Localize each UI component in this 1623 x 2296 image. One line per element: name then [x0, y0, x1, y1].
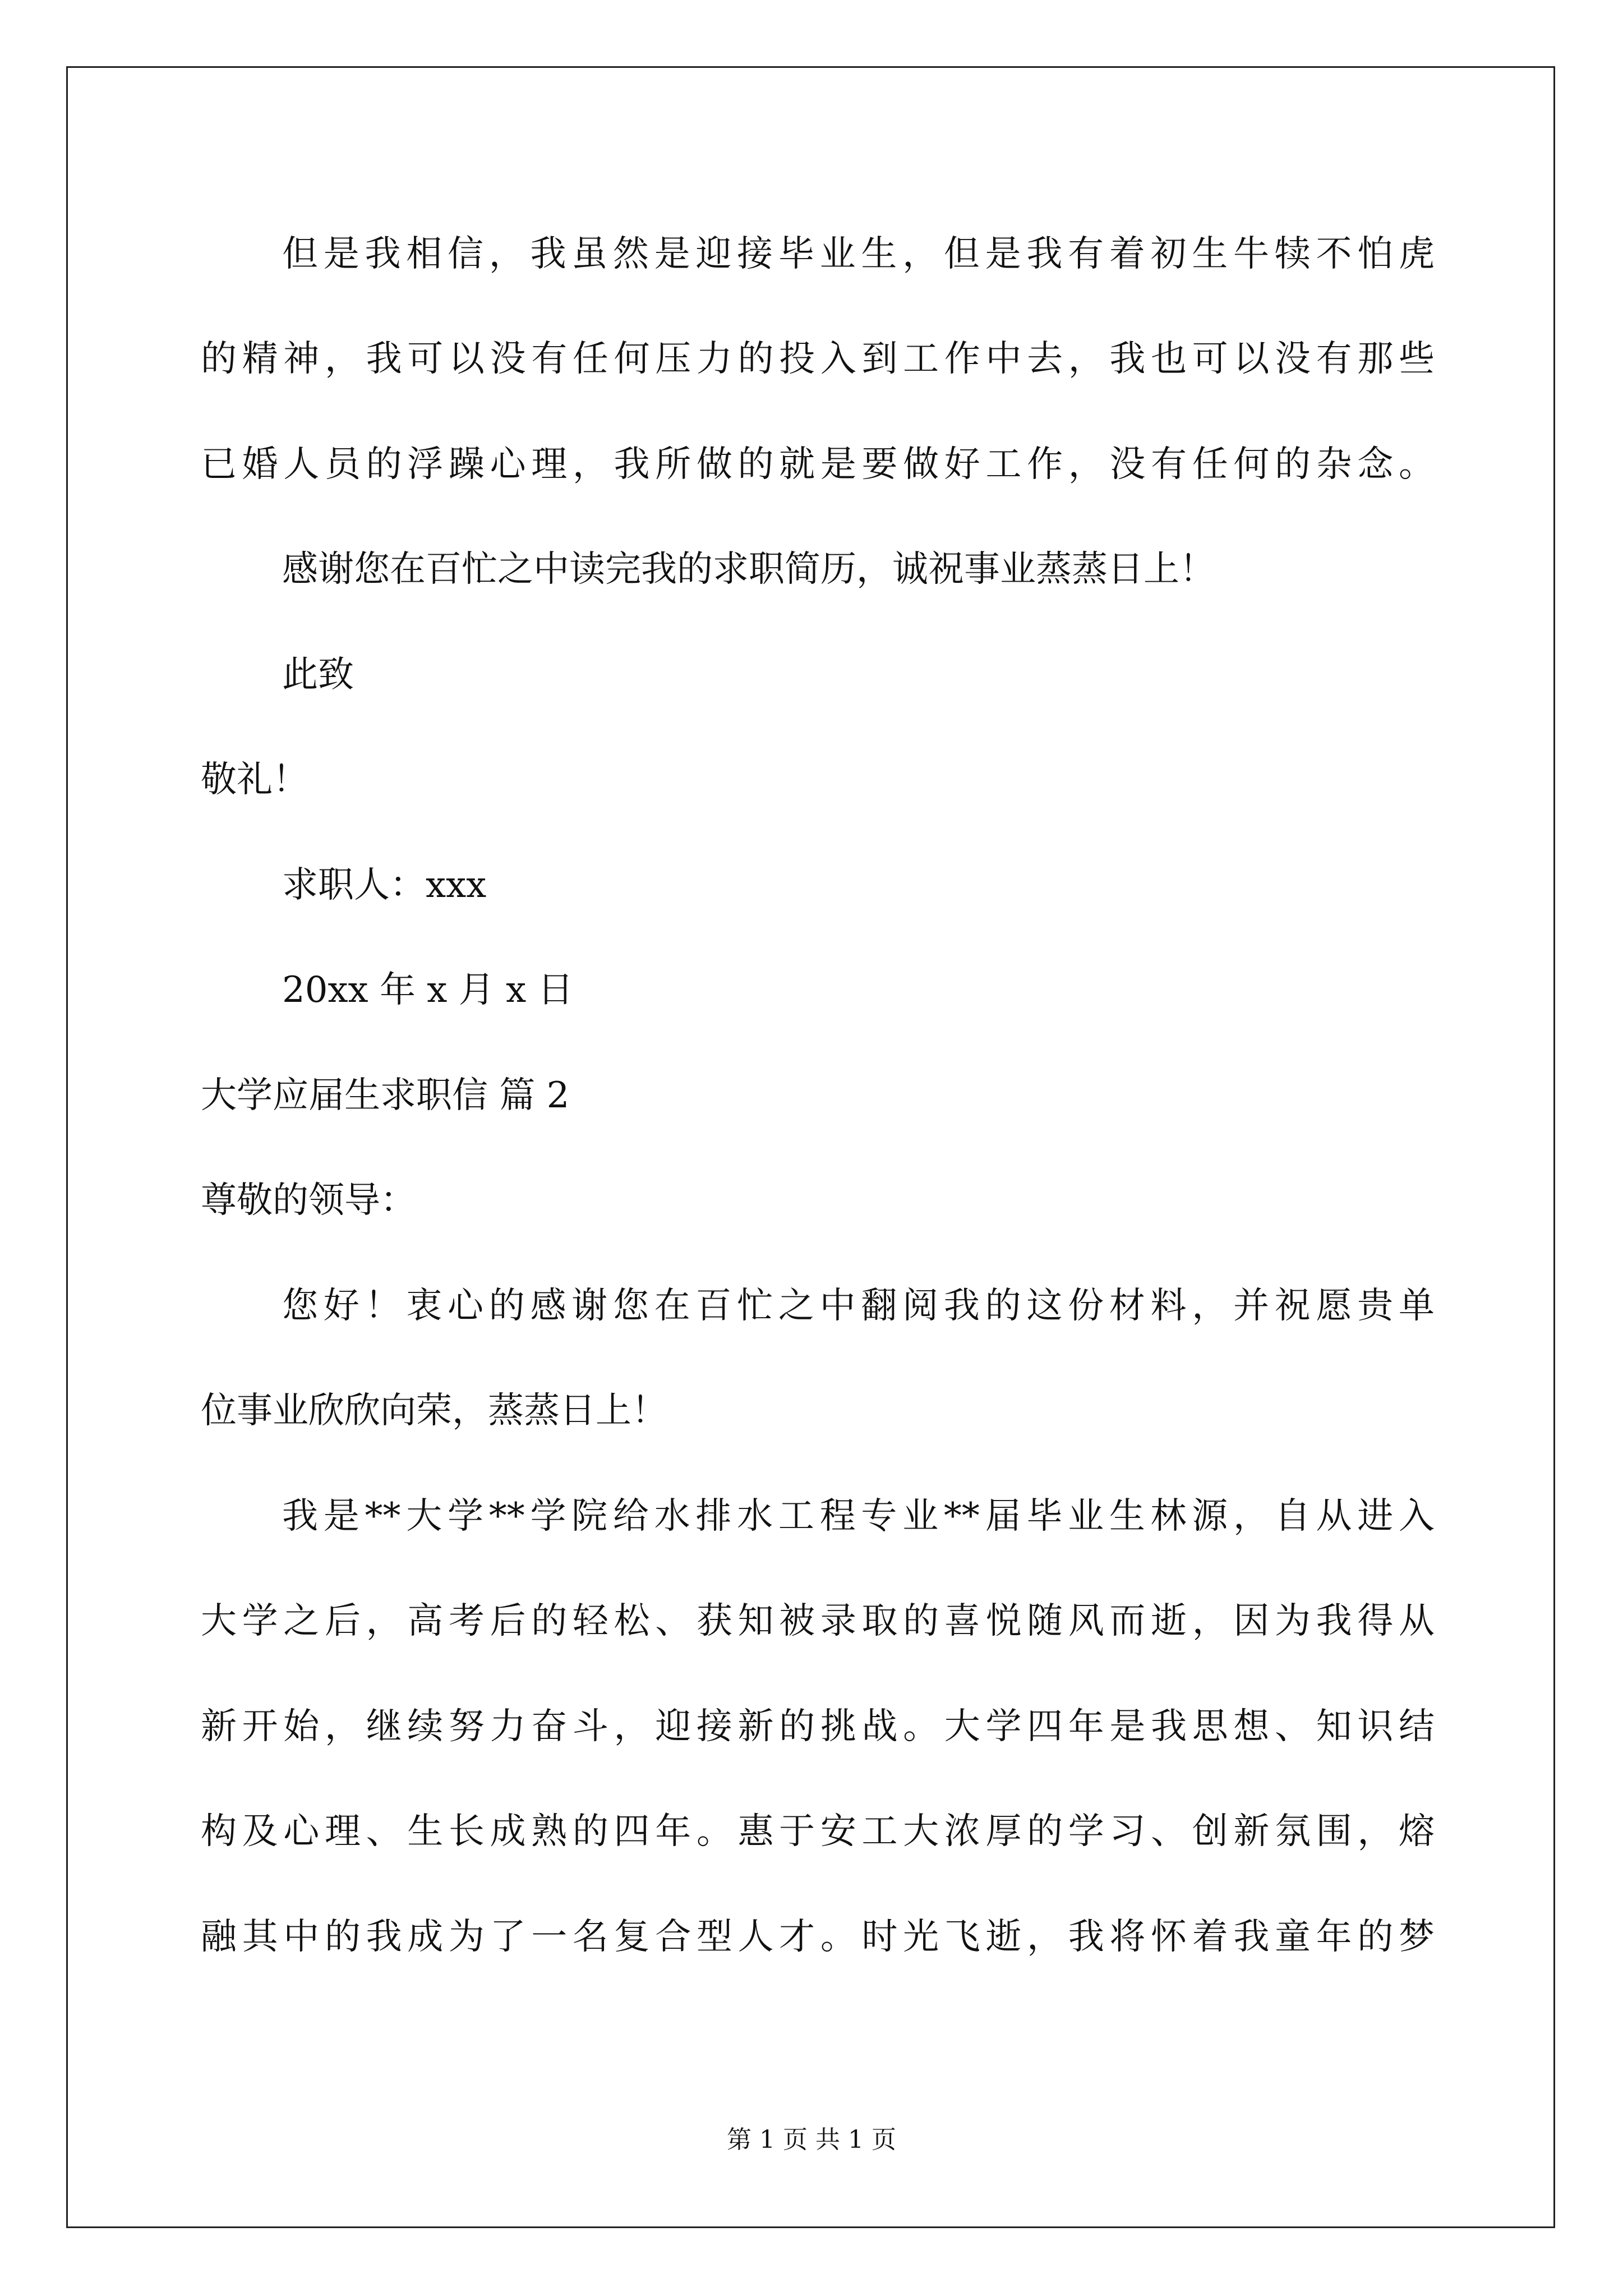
paragraph-line: 构及心理、生长成熟的四年。惠于安工大浓厚的学习、创新氛围，熔: [201, 1811, 1435, 1852]
signature-line: 求职人：xxx: [282, 864, 487, 906]
greeting-line: 尊敬的领导：: [201, 1180, 416, 1221]
paragraph-line: 的精神，我可以没有任何压力的投入到工作中去，我也可以没有那些: [201, 338, 1435, 380]
paragraph-line: 位事业欣欣向荣，蒸蒸日上！: [201, 1390, 667, 1432]
paragraph-line: 但是我相信，我虽然是迎接毕业生，但是我有着初生牛犊不怕虎: [282, 233, 1435, 275]
paragraph-line: 融其中的我成为了一名复合型人才。时光飞逝，我将怀着我童年的梦: [201, 1916, 1435, 1958]
paragraph-line: 我是**大学**学院给水排水工程专业**届毕业生林源，自从进入: [282, 1496, 1435, 1537]
paragraph-line: 大学之后，高考后的轻松、获知被录取的喜悦随风而逝，因为我得从: [201, 1600, 1435, 1642]
paragraph-line: 新开始，继续努力奋斗，迎接新的挑战。大学四年是我思想、知识结: [201, 1706, 1435, 1747]
salutation-line: 敬礼！: [201, 759, 308, 800]
paragraph-line: 感谢您在百忙之中读完我的求职简历，诚祝事业蒸蒸日上！: [282, 549, 1215, 590]
page-footer: 第 1 页 共 1 页: [727, 2125, 896, 2154]
page-border: [66, 66, 1555, 2228]
paragraph-line: 已婚人员的浮躁心理，我所做的就是要做好工作，没有任何的杂念。: [201, 444, 1435, 485]
section-heading: 大学应届生求职信 篇 2: [201, 1075, 570, 1116]
paragraph-line: 您好！衷心的感谢您在百忙之中翻阅我的这份材料，并祝愿贵单: [282, 1285, 1435, 1327]
date-line: 20xx 年 x 月 x 日: [282, 969, 574, 1011]
closing-line: 此致: [282, 654, 354, 696]
